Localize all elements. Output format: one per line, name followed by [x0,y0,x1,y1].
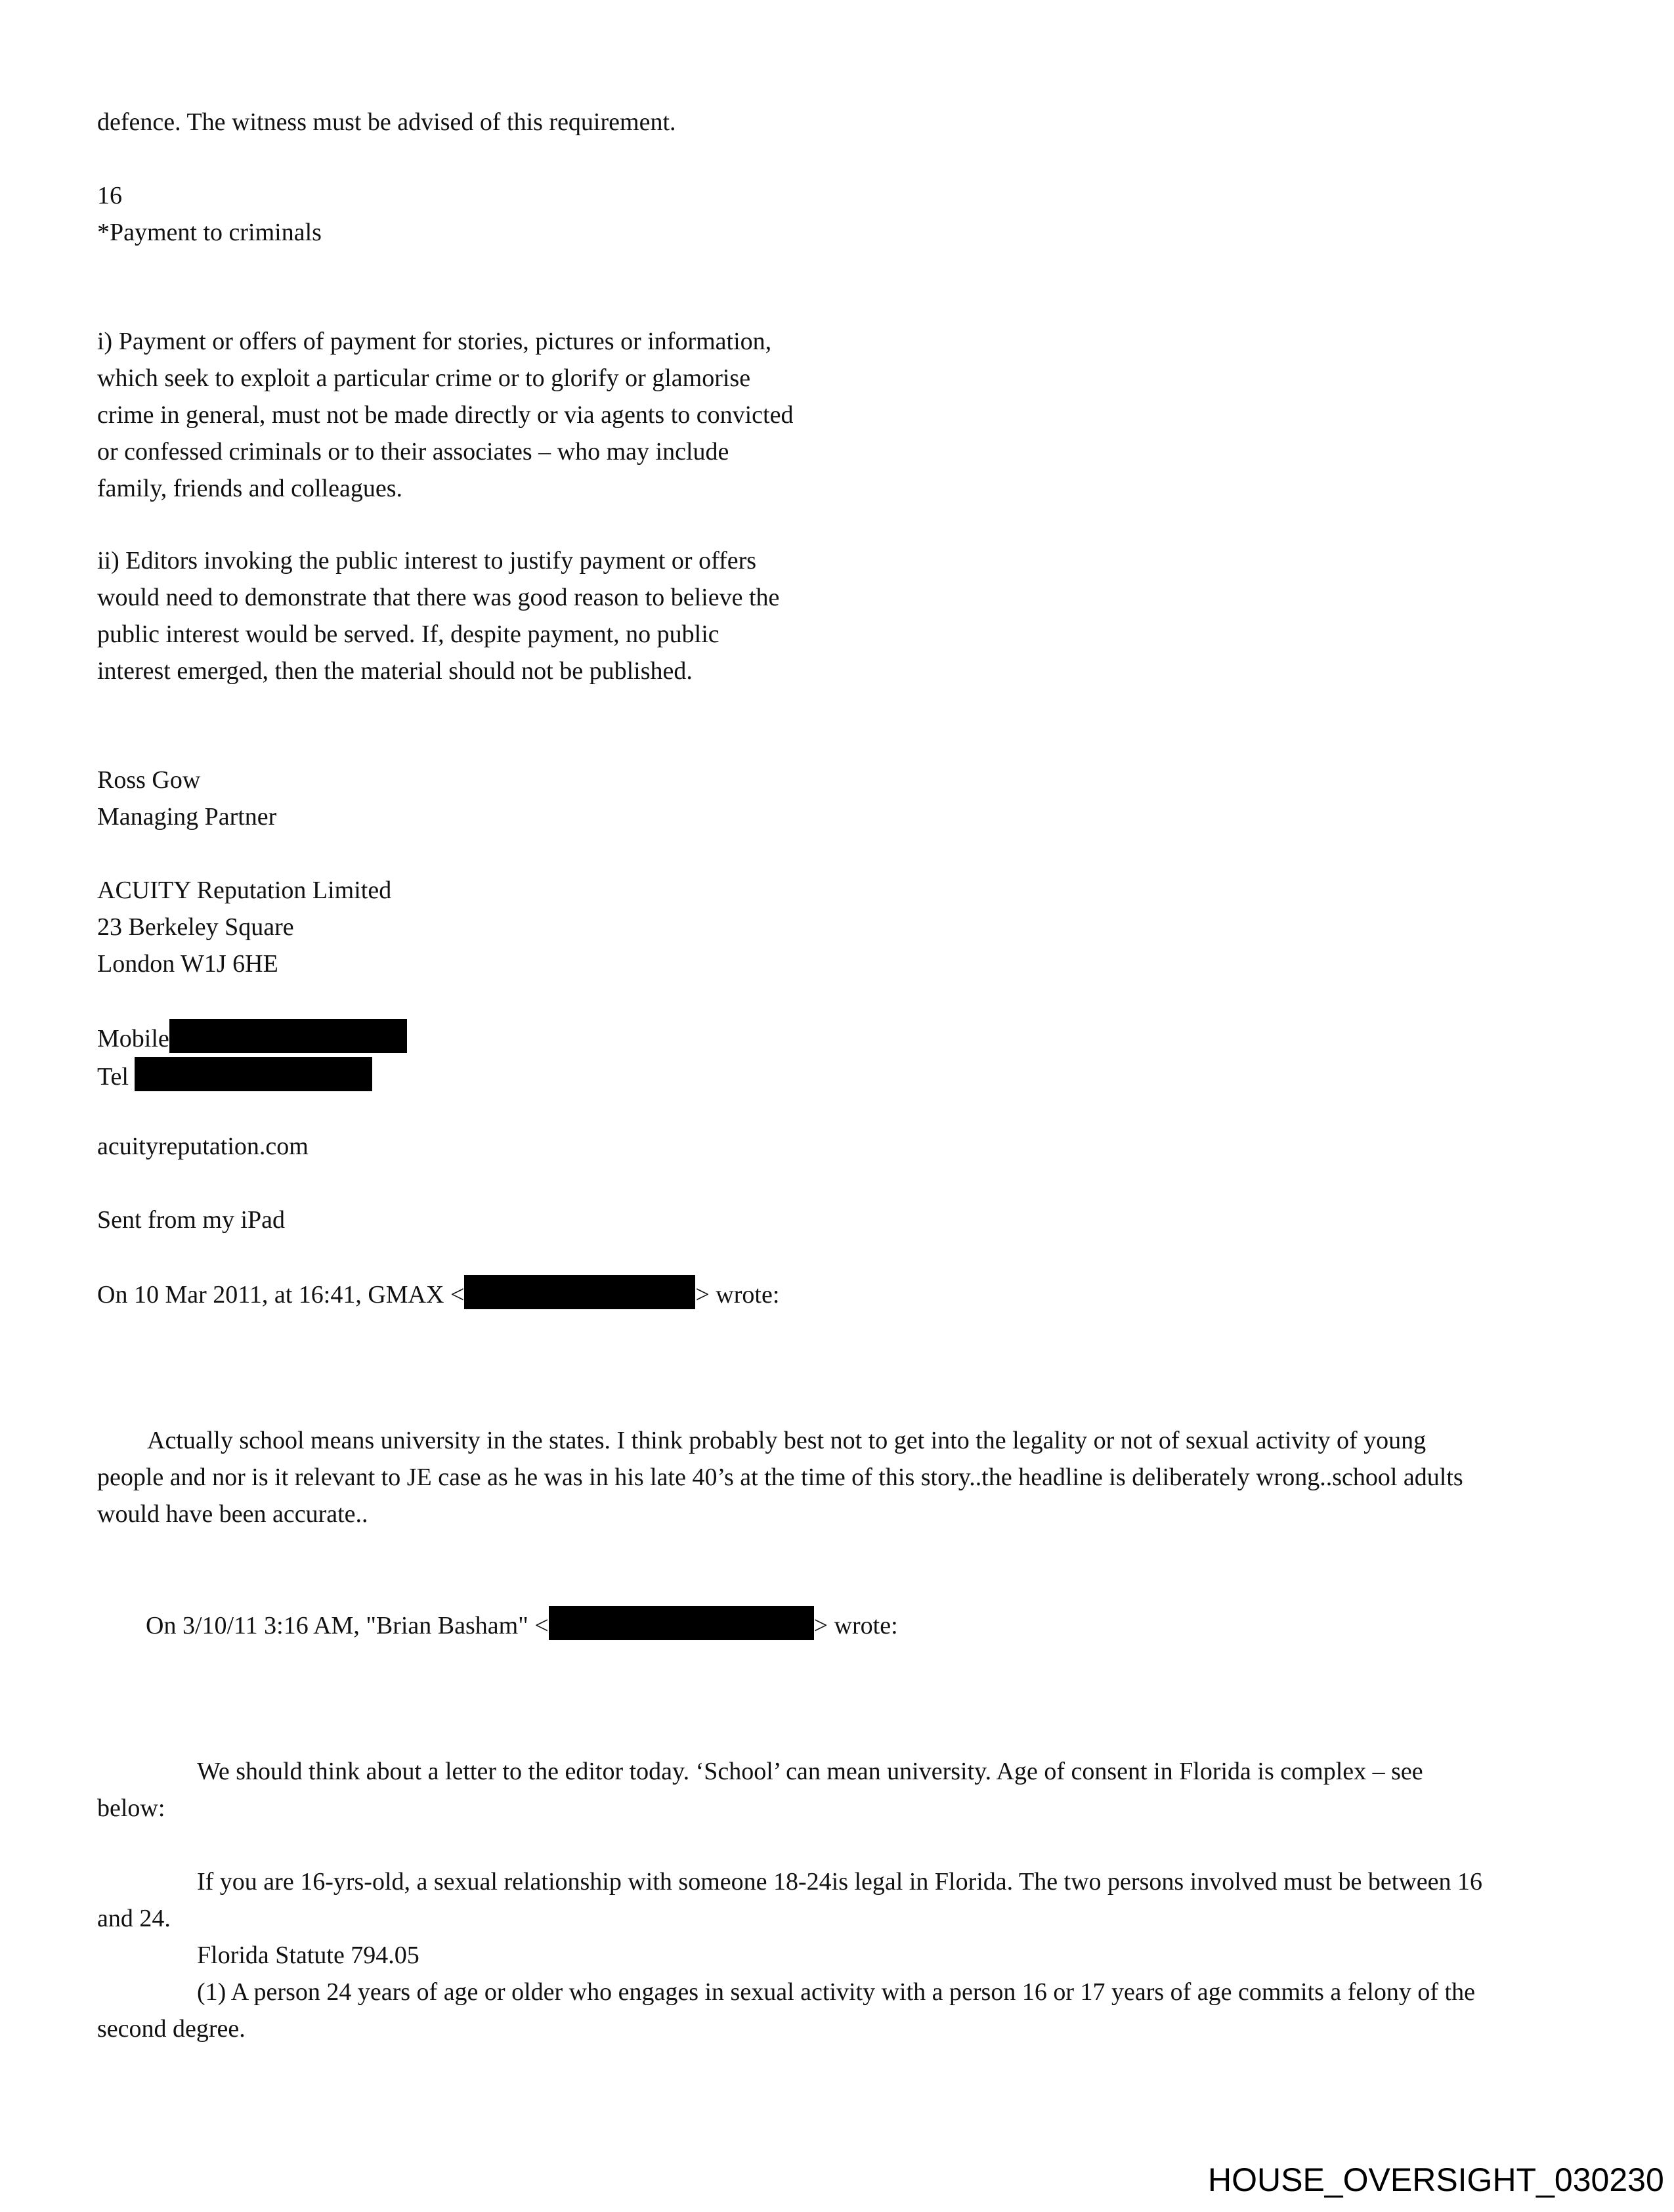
clause-i: i) Payment or offers of payment for stories, pictures or information, which seek to exploit a particular crime or to glorify or glamorise crime in general, must not be made directly or via agents to convicted or confessed criminals or to their associates – who may include family, friends and colleagues. [97,328,794,502]
redaction-bar [549,1606,814,1640]
mobile-label: Mobile [97,1025,169,1052]
signature-name-title [97,762,276,835]
redaction-bar [135,1057,372,1091]
continuation-line: defence. The witness must be advised of this requirement. [97,108,676,136]
reply2-para2: If you are 16-yrs-old, a sexual relationship with someone 18-24is legal in Florida. The two persons involved must be between 16 and 24. Florida Statute 794.05 (1) A person 24 years of age or older who engages in sexual activity with a person 16 or 17 years of age commits a felony of the second degree. [97,1863,1568,2047]
tel-line [97,1057,407,1095]
section-heading: *Payment to criminals [97,219,322,246]
bates-number: HOUSE_OVERSIGHT_030230 [1208,2161,1664,2198]
address-line-2: London W1J 6HE [97,950,278,978]
signature-title: Managing Partner [97,803,277,831]
reply2-para1: We should think about a letter to the editor today. ‘School’ can mean university. Age of consent in Florida is complex – see below: [97,1758,1423,1822]
reply2-header: On 3/10/11 3:16 AM, "Brian Basham" < > wrote: [146,1606,898,1644]
company-name: ACUITY Reputation Limited [97,877,392,904]
reply1-body: Actually school means university in the states. I think probably best not to get into the legality or not of sexual activity of young people and nor is it relevant to JE case as he was in his late 40’s at the time of this story..the headline is deliberately wrong..school adults would have been accurate.. [97,1427,1463,1528]
reply1-header: On 10 Mar 2011, at 16:41, GMAX < > wrote: [97,1275,779,1313]
sent-from: Sent from my iPad [97,1206,286,1234]
clause-ii: ii) Editors invoking the public interest to justify payment or offers would need to demonstrate that there was good reason to believe the public interest would be served. If, despite payment, no public interest emerged, then the material should not be published. [97,547,780,685]
redaction-bar [464,1275,695,1309]
section-number: 16 [97,182,122,209]
address-line-1: 23 Berkeley Square [97,913,294,941]
signature-address [97,872,391,982]
redaction-bar [169,1019,407,1053]
website: acuityreputation.com [97,1133,309,1160]
section-header [97,177,322,251]
mobile-line [97,1019,407,1057]
signature-name: Ross Gow [97,766,201,794]
signature-phones [97,1019,407,1095]
tel-label: Tel [97,1063,129,1091]
statute-title: Florida Statute 794.05 [197,1941,419,1969]
